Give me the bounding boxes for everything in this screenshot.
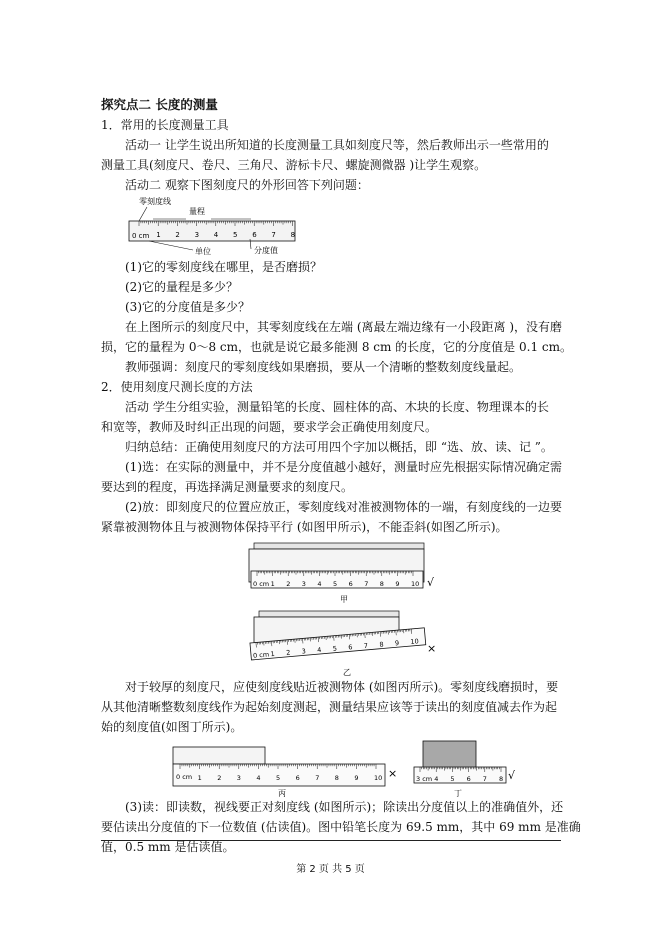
- zero-pointer: [139, 207, 147, 221]
- paragraph-read: (3)读：即读数，视线要正对刻度线 (如图所示)；除读出分度值以上的准确值外，还: [125, 800, 564, 814]
- subheading-method: 2．使用刻度尺测长度的方法: [101, 380, 253, 394]
- mark-jia: √: [427, 576, 435, 589]
- paragraph-place: (2)放：即刻度尺的位置应放正，零刻度线对准被测物体的一端，有刻度线的一边要: [125, 500, 563, 514]
- tick-label: 1: [270, 580, 275, 588]
- ruler-unit: 0 cm: [132, 232, 150, 240]
- tick-label: 4: [256, 774, 261, 782]
- tick-label: 2: [286, 580, 291, 588]
- paragraph-read-end: 值，0.5 mm 是估读值。: [101, 840, 235, 854]
- paragraph-activity: 活动 学生分组实验，测量铅笔的长度、圆柱体的高、木块的长度、物理课本的长: [125, 400, 549, 414]
- tick-label: 7: [364, 580, 369, 588]
- ruler-diagram: [101, 195, 563, 257]
- question-1: (1)它的零刻度线在哪里，是否磨损？: [125, 260, 322, 274]
- tick-label: 8: [334, 774, 339, 782]
- tick-label: 1: [156, 231, 161, 239]
- tick-label: 4: [434, 775, 439, 783]
- paragraph-activity-2: 活动二 观察下图刻度尺的外形回答下列问题：: [125, 178, 369, 192]
- block-yi-top: [259, 611, 399, 617]
- section-title: 探究点二 长度的测量: [101, 97, 218, 112]
- paragraph-answer-cont: 损，它的量程为 0～8 cm，也就是说它最多能测 8 cm 的长度，它的分度值是 0.1 cm。: [101, 340, 572, 354]
- tick-label: 5: [450, 775, 455, 783]
- paragraph-answer: 在上图所示的刻度尺中，其零刻度线在左端 (离最左端边缘有一小段距离 )，没有磨: [125, 320, 562, 334]
- tick-label: 3: [236, 774, 241, 782]
- tick-label: 10: [410, 637, 420, 647]
- tick-label: 8: [290, 231, 296, 239]
- tick-label: 10: [411, 580, 420, 588]
- label-division: 分度值: [254, 246, 278, 255]
- paragraph-activity-1-cont: 测量工具(刻度尺、卷尺、三角尺、游标卡尺、螺旋测微器 )让学生观察。: [101, 158, 487, 172]
- paragraph-select-cont: 要达到的程度，再选择满足测量要求的刻度尺。: [101, 480, 354, 494]
- block-bing: [173, 747, 265, 764]
- tick-label: 5: [332, 644, 338, 653]
- ruler-figure: [101, 195, 563, 257]
- caption-jia: 甲: [340, 595, 348, 604]
- tick-label: 8: [379, 640, 384, 649]
- mark-ding: √: [508, 769, 516, 782]
- placement-diagram: [101, 537, 563, 677]
- label-range: 量程: [189, 207, 205, 216]
- tick-label: 6: [295, 774, 300, 782]
- ruler-yi-unit: 0 cm: [252, 650, 270, 660]
- tick-label: 2: [175, 231, 180, 239]
- ruler-jia-unit: 0 cm: [253, 580, 270, 588]
- tick-label: 10: [374, 774, 383, 782]
- tick-label: 4: [317, 580, 322, 588]
- ruler-ding-unit: 3 cm: [416, 775, 433, 783]
- paragraph-thick-ruler-cont: 从其他清晰整数刻度线作为起始刻度测起，测量结果应该等于读出的刻度值减去作为起: [101, 700, 558, 714]
- tick-label: 5: [333, 580, 338, 588]
- tick-label: 4: [316, 645, 322, 655]
- tick-label: 2: [285, 648, 291, 657]
- label-unit: 单位: [195, 247, 211, 256]
- figure-jia-yi: [101, 537, 563, 677]
- footer-divider: [101, 840, 561, 841]
- tick-label: 9: [394, 639, 400, 648]
- figure-bing-ding: [101, 737, 563, 797]
- mark-yi: ×: [427, 642, 437, 655]
- paragraph-read-cont: 要估读出分度值的下一位数值 (估读值)。图中铅笔长度为 69.5 mm，其中 69 mm 是准确: [101, 820, 581, 834]
- block-jia-top: [254, 543, 424, 549]
- tick-label: 9: [395, 580, 400, 588]
- tick-label: 6: [252, 231, 257, 239]
- question-2: (2)它的量程是多少？: [125, 280, 238, 294]
- unit-pointer: [149, 241, 193, 250]
- tick-label: 4: [213, 231, 219, 239]
- tick-label: 7: [315, 774, 320, 782]
- tick-label: 9: [354, 774, 359, 782]
- tick-label: 1: [197, 774, 202, 782]
- caption-ding: 丁: [454, 789, 462, 797]
- tick-label: 8: [379, 580, 384, 588]
- caption-bing: 丙: [278, 789, 286, 797]
- tick-label: 7: [271, 231, 276, 239]
- tick-label: 5: [233, 231, 238, 239]
- tick-label: 3: [301, 647, 307, 656]
- tick-label: 2: [217, 774, 222, 782]
- tick-label: 6: [348, 580, 353, 588]
- subheading-tools: 1．常用的长度测量工具: [101, 118, 229, 132]
- ruler-bing-unit: 0 cm: [176, 773, 193, 781]
- paragraph-summary: 归纳总结：正确使用刻度尺的方法可用四个字加以概括，即 “选、放、读、记 ”。: [125, 440, 553, 454]
- tick-label: 1: [270, 649, 276, 659]
- paragraph-thick-ruler-end: 始的刻度值(如图丁所示)。: [101, 720, 243, 734]
- tick-label: 6: [466, 775, 471, 783]
- tick-label: 8: [499, 775, 504, 783]
- paragraph-activity-cont: 和宽等，教师及时纠正出现的问题，要求学会正确使用刻度尺。: [101, 420, 438, 434]
- page-number: 第 2 页 共 5 页: [296, 864, 365, 875]
- tick-label: 7: [363, 641, 369, 651]
- paragraph-activity-1: 活动一 让学生说出所知道的长度测量工具如刻度尺等，然后教师出示一些常用的: [125, 138, 549, 152]
- block-ding: [423, 741, 476, 768]
- question-3: (3)它的分度值是多少？: [125, 300, 250, 314]
- ruler-body: [129, 221, 295, 241]
- content: [101, 95, 581, 857]
- paragraph-teacher-emphasis: 教师强调：刻度尺的零刻度线如果磨损，要从一个清晰的整数刻度线量起。: [125, 360, 522, 374]
- paragraph-thick-ruler: 对于较厚的刻度尺，应使刻度线贴近被测物体 (如图丙所示)。零刻度线磨损时，要: [125, 680, 559, 694]
- paragraph-select: (1)选：在实际的测量中，并不是分度值越小越好，测量时应先根据实际情况确定需: [125, 460, 563, 474]
- tick-label: 5: [276, 774, 281, 782]
- thickness-diagram: [101, 737, 563, 797]
- caption-yi: 乙: [343, 668, 351, 677]
- tick-label: 3: [194, 231, 200, 239]
- tick-label: 6: [347, 643, 353, 652]
- tick-label: 3: [301, 580, 306, 588]
- mark-bing: ×: [388, 767, 398, 780]
- paragraph-place-cont: 紧靠被测物体且与被测物体保持平行 (如图甲所示)，不能歪斜(如图乙所示)。: [101, 520, 508, 534]
- tick-label: 7: [482, 775, 487, 783]
- label-zero-line: 零刻度线: [139, 197, 171, 206]
